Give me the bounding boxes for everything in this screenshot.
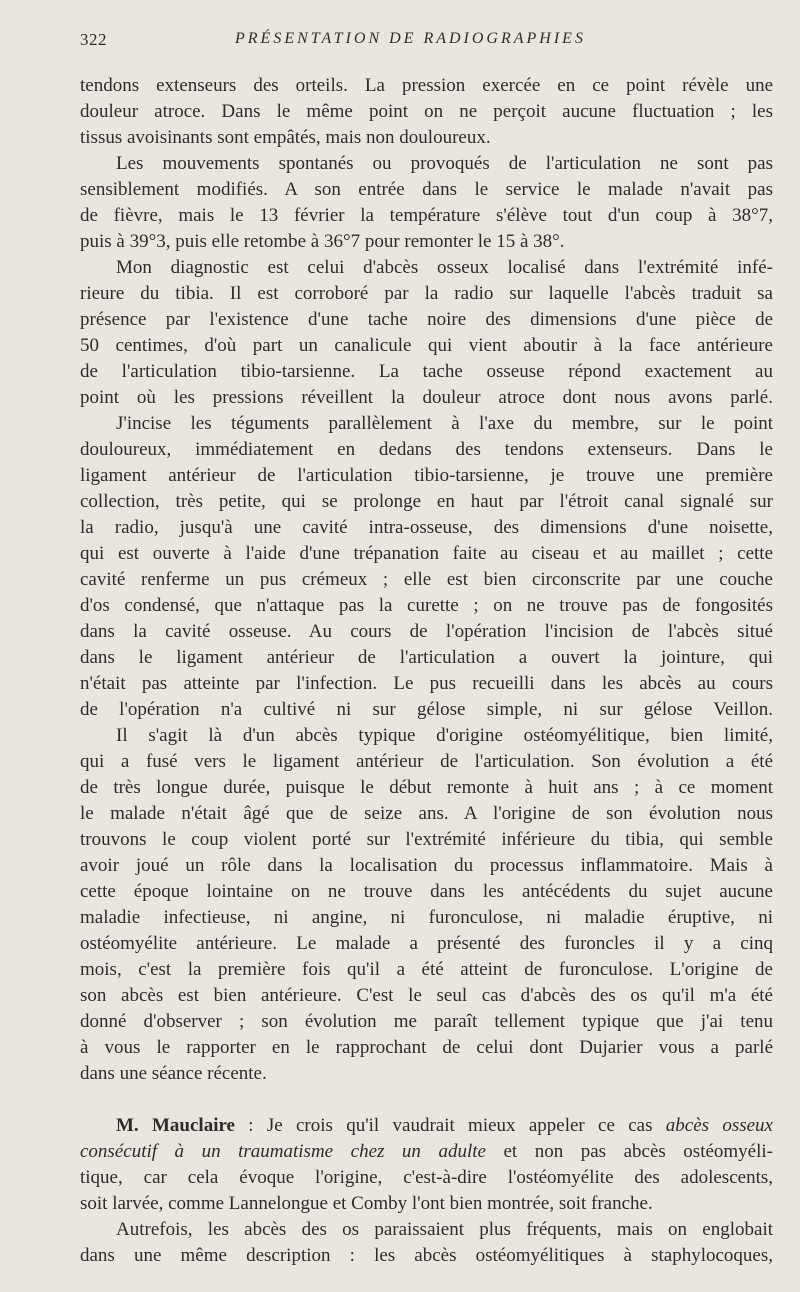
text-line: dans le ligament antérieur de l'articulation a ouvert la jointure, qui	[80, 647, 773, 668]
text-line: de l'opération n'a cultivé ni sur gélose simple, ni sur gélose Veillon.	[80, 699, 773, 720]
text-line: la radio, jusqu'à une cavité intra-osseuse, des dimensions d'une noisette,	[80, 517, 773, 538]
text-line: à vous le rapporter en le rapprochant de celui dont Dujarier vous a parlé	[80, 1037, 773, 1058]
text-line: mois, c'est la première fois qu'il a été atteint de furonculose. L'origine de	[80, 959, 773, 980]
text-line: soit larvée, comme Lannelongue et Comby l'ont bien montrée, soit franche.	[80, 1193, 653, 1214]
text-span: et non pas abcès ostéomyéli-	[485, 1141, 774, 1162]
text-line: J'incise les téguments parallèlement à l'axe du membre, sur le point	[116, 413, 773, 434]
text-line: point où les pressions réveillent la douleur atroce dont nous avons parlé.	[80, 387, 773, 408]
text-line: maladie infectieuse, ni angine, ni furonculose, ni maladie éruptive, ni	[80, 907, 773, 928]
text-line: avoir joué un rôle dans la localisation du processus inflammatoire. Mais à	[80, 855, 773, 876]
text-line: Il s'agit là d'un abcès typique d'origine ostéomyélitique, bien limité,	[116, 725, 773, 746]
text-line: le malade n'était âgé que de seize ans. A l'origine de son évolution nous	[80, 803, 773, 824]
text-line: rieure du tibia. Il est corroboré par la radio sur laquelle l'abcès traduit sa	[80, 283, 773, 304]
text-line: d'os condensé, que n'attaque pas la curette ; on ne trouve pas de fongosités	[80, 595, 773, 616]
italic-text: abcès osseux	[665, 1115, 773, 1136]
text-line: tendons extenseurs des orteils. La pression exercée en ce point révèle une	[80, 75, 773, 96]
text-line: trouvons le coup violent porté sur l'extrémité inférieure du tibia, qui semble	[80, 829, 773, 850]
paragraph-5	[80, 723, 773, 1087]
text-line: dans une séance récente.	[80, 1063, 267, 1084]
text-line: de très longue durée, puisque le début remonte à huit ans ; à ce moment	[80, 777, 773, 798]
text-line: ostéomyélite antérieure. Le malade a présenté des furoncles il y a cinq	[80, 933, 773, 954]
running-title: PRÉSENTATION DE RADIOGRAPHIES	[235, 30, 586, 47]
paragraph-3	[80, 255, 773, 411]
text-line: n'était pas atteinte par l'infection. Le pus recueilli dans les abcès au cours	[80, 673, 773, 694]
text-line: collection, très petite, qui se prolonge en haut par l'étroit canal signalé sur	[80, 491, 773, 512]
text-line: cette époque lointaine on ne trouve dans les antécédents du sujet aucune	[80, 881, 773, 902]
speaker-name: M. Mauclaire	[116, 1115, 235, 1136]
text-line: qui est ouverte à l'aide d'une trépanation faite au ciseau et au maillet ; cette	[80, 543, 773, 564]
text-line: dans la cavité osseuse. Au cours de l'opération l'incision de l'abcès situé	[80, 621, 773, 642]
text-line: donné d'observer ; son évolution me paraît tellement typique que j'ai tenu	[80, 1011, 773, 1032]
text-line: son abcès est bien antérieure. C'est le seul cas d'abcès des os qu'il m'a été	[80, 985, 773, 1006]
text-line: Mon diagnostic est celui d'abcès osseux localisé dans l'extrémité infé-	[116, 257, 773, 278]
paragraph-4	[80, 411, 773, 723]
text-line: puis à 39°3, puis elle retombe à 36°7 pour remonter le 15 à 38°.	[80, 231, 565, 252]
text-line: tissus avoisinants sont empâtés, mais non douloureux.	[80, 127, 491, 148]
paragraph-1	[80, 73, 773, 151]
text-line: de l'articulation tibio-tarsienne. La tache osseuse répond exactement au	[80, 361, 773, 382]
page-number: 322	[80, 30, 107, 49]
text-line: sensiblement modifiés. A son entrée dans le service le malade n'avait pas	[80, 179, 773, 200]
text-line: dans une même description : les abcès ostéomyélitiques à staphylocoques,	[80, 1245, 773, 1266]
text-line: douloureux, immédiatement en dedans des tendons extenseurs. Dans le	[80, 439, 773, 460]
text-line: Les mouvements spontanés ou provoqués de l'articulation ne sont pas	[116, 153, 773, 174]
text-line: présence par l'existence d'une tache noire des dimensions d'une pièce de	[80, 309, 773, 330]
text-line: cavité renferme un pus crémeux ; elle est bien circonscrite par une couche	[80, 569, 773, 590]
discussion-paragraph	[80, 1113, 773, 1269]
text-line: ligament antérieur de l'articulation tibio-tarsienne, je trouve une première	[80, 465, 773, 486]
text-line: qui a fusé vers le ligament antérieur de l'articulation. Son évolution a été	[80, 751, 773, 772]
body-text	[80, 73, 773, 1269]
text-line: de fièvre, mais le 13 février la température s'élève tout d'un coup à 38°7,	[80, 205, 773, 226]
text-line: tique, car cela évoque l'origine, c'est-à-dire l'ostéomyélite des adolescents,	[80, 1167, 773, 1188]
page-header	[80, 30, 770, 52]
text-line	[80, 1113, 773, 1139]
section-gap	[80, 1087, 773, 1113]
text-line: douleur atroce. Dans le même point on ne perçoit aucune fluctuation ; les	[80, 101, 773, 122]
paragraph-2	[80, 151, 773, 255]
text-span: : Je crois qu'il vaudrait mieux appeler ce cas	[235, 1115, 666, 1136]
text-line	[80, 1139, 773, 1165]
text-line: Autrefois, les abcès des os paraissaient plus fréquents, mais on englobait	[116, 1219, 773, 1240]
italic-text: consécutif à un traumatisme chez un adulte	[80, 1141, 486, 1162]
text-line: 50 centimes, d'où part un canalicule qui vient aboutir à la face antérieure	[80, 335, 773, 356]
